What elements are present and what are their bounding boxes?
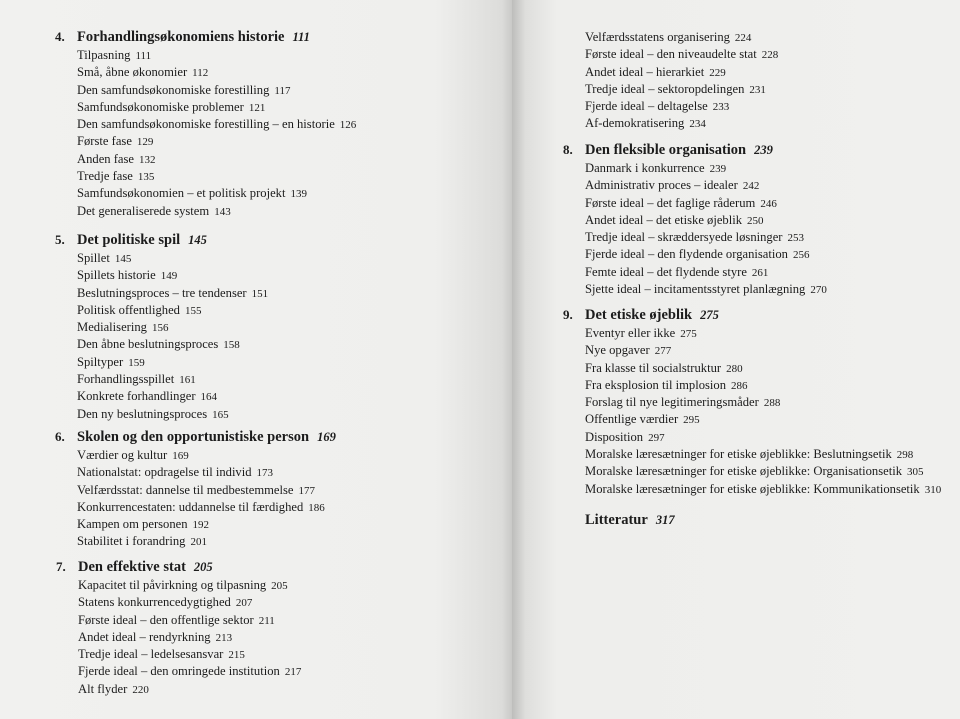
toc-entry (78, 629, 301, 646)
toc-entry (77, 447, 336, 464)
toc-entry-title: Tredje fase (77, 169, 133, 184)
toc-entry (78, 663, 301, 680)
chapter-number: 5. (55, 232, 65, 247)
toc-entry (77, 516, 336, 533)
toc-entry-title: Statens konkurrencedygtighed (78, 595, 231, 610)
chapter-page: 205 (193, 560, 213, 574)
toc-entry-page: 246 (760, 197, 777, 210)
toc-entry-title: Femte ideal – det flydende styre (585, 264, 747, 279)
toc-entry-page: 295 (683, 414, 700, 427)
toc-entry-title: Fjerde ideal – den flydende organisation (585, 247, 788, 262)
toc-entry-page: 242 (742, 180, 760, 193)
toc-entry-page: 288 (763, 397, 781, 410)
toc-entry-page: 111 (135, 50, 152, 62)
toc-entry-page: 286 (731, 379, 748, 392)
toc-entry (78, 646, 301, 663)
toc-entry-title: Fra eksplosion til implosion (585, 377, 726, 392)
toc-entry-title: Nationalstat: opdragelse til individ (77, 465, 252, 480)
toc-entry-page: 205 (271, 580, 288, 592)
toc-entry (77, 82, 356, 99)
toc-entry (77, 151, 356, 168)
toc-entry (77, 302, 268, 319)
toc-entry (78, 681, 301, 698)
toc-entry (77, 185, 356, 202)
toc-entry-page: 280 (726, 362, 743, 375)
chapter-number: 4. (55, 29, 65, 44)
toc-entry-title: Konkurrencestaten: uddannelse til færdighed (77, 499, 304, 514)
toc-entry-page: 275 (680, 328, 697, 340)
toc-entry-title: Danmark i konkurrence (585, 161, 705, 175)
toc-entry-page: 213 (215, 631, 233, 644)
toc-entry-page: 143 (214, 205, 231, 218)
toc-entry-title: Velfærdsstatens organisering (585, 30, 730, 44)
toc-entry-page: 215 (228, 649, 245, 662)
toc-entry-title: Tilpasning (77, 48, 131, 62)
toc-entry (77, 464, 336, 481)
chapter-number: 7. (56, 559, 66, 574)
toc-entry-title: Tredje ideal – ledelsesansvar (78, 647, 224, 662)
toc-entry-page: 211 (258, 614, 275, 627)
toc-entry-title: Medialisering (77, 320, 147, 335)
toc-entry (78, 577, 301, 594)
chapter-title: Den effektive stat (78, 559, 186, 575)
toc-entry-title: Kampen om personen (77, 517, 188, 532)
toc-entry-title: Af-demokratisering (585, 116, 685, 131)
toc-entry (585, 411, 941, 428)
toc-entry-page: 159 (128, 356, 145, 369)
toc-entry-page: 132 (139, 153, 156, 166)
chapter-number: 8. (563, 142, 573, 157)
toc-entry-page: 229 (709, 66, 726, 79)
toc-entry (77, 533, 336, 550)
toc-entry-page: 129 (136, 136, 154, 149)
chapter-page: 317 (655, 513, 675, 527)
toc-entry-page: 192 (192, 519, 210, 532)
toc-entry (585, 360, 941, 377)
toc-entry-title: Fjerde ideal – deltagelse (585, 99, 708, 114)
toc-entry-title: Forslag til nye legitimeringsmåder (585, 395, 759, 410)
chapter-number: 9. (563, 307, 573, 322)
toc-entry (585, 281, 827, 298)
toc-entry-page: 239 (709, 163, 727, 175)
toc-chapter (585, 510, 675, 530)
toc-entry-title: Værdier og kultur (77, 448, 168, 462)
toc-entry-title: Moralske læresætninger for etiske øjeblikke: Kommunikationsetik (585, 481, 920, 496)
toc-entry-page: 117 (274, 84, 291, 97)
toc-entry-title: Kapacitet til påvirkning og tilpasning (78, 578, 267, 592)
chapter-page: 169 (317, 430, 336, 444)
toc-entry-title: Fjerde ideal – den omringede institution (78, 664, 280, 679)
toc-entry-title: Første ideal – den offentlige sektor (78, 612, 254, 627)
toc-entry-page: 261 (751, 266, 769, 279)
toc-entry (585, 229, 827, 246)
chapter-number: 6. (55, 429, 65, 444)
toc-entry (585, 342, 941, 359)
toc-entry-page: 277 (654, 345, 672, 358)
toc-entry-page: 149 (160, 270, 178, 283)
toc-chapter (55, 230, 269, 423)
toc-entry-page: 207 (235, 597, 253, 610)
toc-chapter (56, 557, 302, 698)
chapter-entries (585, 325, 941, 498)
toc-entry-title: Andet ideal – det etiske øjeblik (585, 212, 743, 227)
toc-entry-title: Første ideal – den niveaudelte stat (585, 47, 757, 62)
toc-entry (585, 446, 941, 463)
toc-entry-page: 256 (792, 249, 810, 262)
toc-entry (77, 336, 268, 353)
chapter-heading (585, 510, 675, 530)
toc-entry (585, 394, 941, 411)
toc-entry-title: Forhandlingsspillet (77, 372, 175, 387)
toc-entry-title: Nye opgaver (585, 343, 650, 358)
toc-entry (77, 285, 268, 302)
toc-entry (77, 99, 356, 116)
chapter-heading (55, 27, 356, 47)
toc-entry (77, 371, 268, 388)
toc-entry-page: 145 (114, 253, 132, 265)
chapter-page: 145 (188, 233, 207, 247)
toc-entry (585, 246, 827, 263)
toc-entry-page: 233 (712, 101, 730, 114)
toc-entry-title: Eventyr eller ikke (585, 326, 676, 340)
chapter-title: Skolen og den opportunistiske person (77, 429, 310, 445)
toc-entry-page: 270 (810, 284, 827, 297)
toc-entry-title: Moralske læresætninger for etiske øjeblikke: Organisationsetik (585, 464, 902, 479)
toc-chapter (55, 27, 357, 220)
toc-entry (77, 116, 356, 133)
toc-entry (585, 212, 827, 229)
toc-entry (77, 406, 268, 423)
toc-entry-page: 297 (648, 431, 665, 444)
toc-entry-title: Disposition (585, 429, 644, 444)
chapter-entries (77, 250, 268, 423)
toc-entry-title: Samfundsøkonomien – et politisk projekt (77, 186, 286, 201)
toc-entry (77, 203, 356, 220)
toc-entry-title: Tredje ideal – sektoropdelingen (585, 81, 745, 96)
chapter-entries (77, 447, 336, 551)
toc-entry-title: Anden fase (77, 151, 134, 166)
toc-entry-title: Andet ideal – hierarkiet (585, 64, 705, 79)
toc-entry-title: Spillet (77, 251, 110, 265)
toc-entry (77, 319, 268, 336)
toc-chapter (55, 427, 336, 551)
toc-entry-title: Samfundsøkonomiske problemer (77, 99, 244, 114)
toc-entry (78, 612, 301, 629)
toc-entry-page: 220 (132, 683, 149, 696)
toc-entry (585, 98, 778, 115)
chapter-title: Det politiske spil (77, 232, 181, 248)
toc-entry (585, 264, 827, 281)
toc-entry (585, 46, 778, 63)
toc-entry-title: Velfærdsstat: dannelse til medbestemmelse (77, 482, 294, 497)
toc-entry-page: 126 (339, 119, 357, 132)
toc-entry (77, 482, 336, 499)
toc-entry-page: 234 (689, 118, 706, 131)
chapter-heading (55, 427, 336, 447)
toc-entry-page: 217 (284, 666, 302, 679)
toc-entry-title: Moralske læresætninger for etiske øjeblikke: Beslutningsetik (585, 447, 892, 462)
toc-entry (77, 354, 268, 371)
toc-entry (77, 64, 356, 81)
continued-entries (585, 29, 778, 133)
toc-entry-title: Offentlige værdier (585, 412, 679, 427)
toc-entry (77, 250, 268, 267)
toc-entry (585, 325, 941, 342)
toc-entry-page: 112 (192, 67, 209, 80)
chapter-page: 239 (754, 143, 773, 157)
toc-entry-title: Stabilitet i forandring (77, 534, 186, 549)
toc-entry-page: 231 (749, 83, 766, 96)
toc-entry-page: 151 (251, 287, 269, 300)
chapter-heading (563, 305, 941, 325)
toc-entry-page: 165 (212, 408, 229, 421)
toc-entry-page: 310 (924, 483, 942, 496)
toc-entry-title: Sjette ideal – incitamentsstyret planlægning (585, 282, 806, 297)
toc-entry-page: 155 (184, 304, 202, 317)
toc-entry-page: 139 (290, 188, 307, 201)
toc-entry-title: Den samfundsøkonomiske forestilling – en historie (77, 117, 335, 132)
toc-entry-title: Små, åbne økonomier (77, 65, 188, 80)
toc-entry-title: Administrativ proces – idealer (585, 178, 738, 193)
toc-entry-page: 186 (308, 501, 325, 514)
toc-entry-title: Andet ideal – rendyrkning (78, 629, 211, 644)
toc-entry-title: Spillets historie (77, 268, 156, 283)
toc-entry (585, 195, 827, 212)
toc-entry-title: Den ny beslutningsproces (77, 406, 208, 421)
toc-entry-page: 161 (179, 374, 196, 387)
chapter-title: Litteratur (585, 512, 648, 528)
toc-entry-page: 250 (747, 214, 764, 227)
toc-entry (585, 160, 827, 177)
toc-entry (77, 388, 268, 405)
toc-entry (585, 481, 941, 498)
toc-entry-title: Første fase (77, 134, 132, 149)
toc-entry (585, 429, 941, 446)
toc-entry (77, 47, 356, 64)
toc-entry (585, 64, 778, 81)
toc-entry-title: Spiltyper (77, 354, 124, 369)
toc-entry-page: 228 (761, 49, 779, 62)
toc-entry-page: 305 (907, 466, 924, 479)
toc-entry (78, 594, 301, 611)
chapter-title: Det etiske øjeblik (585, 307, 693, 323)
toc-entry-page: 177 (298, 484, 315, 497)
chapter-heading (55, 230, 268, 250)
toc-entry-title: Den åbne beslutningsproces (77, 337, 219, 352)
toc-entry-page: 164 (200, 391, 218, 404)
toc-entry-title: Fra klasse til socialstruktur (585, 360, 722, 375)
toc-entry-title: Konkrete forhandlinger (77, 389, 196, 404)
chapter-title: Forhandlingsøkonomiens historie (77, 29, 285, 45)
toc-entry-page: 135 (137, 171, 155, 184)
toc-entry-title: Tredje ideal – skræddersyede løsninger (585, 230, 783, 245)
toc-entry (585, 377, 941, 394)
chapter-entries (78, 577, 301, 698)
toc-entry-page: 298 (896, 449, 914, 462)
toc-entry (585, 177, 827, 194)
toc-entry-page: 121 (248, 101, 266, 114)
toc-entry-page: 201 (190, 536, 207, 549)
toc-entry-page: 156 (151, 322, 169, 335)
toc-entry-title: Første ideal – det faglige råderum (585, 195, 756, 210)
toc-entry (585, 115, 778, 132)
toc-entry (77, 168, 356, 185)
chapter-entries (77, 47, 356, 220)
toc-entry-title: Det generaliserede system (77, 203, 210, 218)
toc-chapter (563, 305, 942, 498)
chapter-heading (563, 140, 827, 160)
toc-entry (585, 463, 941, 480)
toc-entry-page: 253 (787, 232, 804, 245)
toc-entry-title: Den samfundsøkonomiske forestilling (77, 82, 270, 97)
toc-entry-page: 224 (734, 32, 752, 44)
toc-entry (77, 267, 268, 284)
toc-entry (585, 81, 778, 98)
chapter-page: 111 (292, 30, 310, 44)
chapter-heading (56, 557, 301, 577)
toc-entry-page: 173 (256, 467, 274, 480)
toc-entry-page: 158 (223, 339, 240, 352)
toc-entry (77, 133, 356, 150)
chapter-entries (585, 160, 827, 298)
toc-entry-title: Politisk offentlighed (77, 302, 180, 317)
toc-entry (585, 29, 778, 46)
toc-entry-title: Alt flyder (78, 681, 128, 696)
chapter-title: Den fleksible organisation (585, 142, 747, 158)
toc-entry-title: Beslutningsproces – tre tendenser (77, 285, 247, 300)
toc-entry (77, 499, 336, 516)
toc-entry-page: 169 (172, 450, 189, 462)
toc-chapter (563, 140, 827, 298)
chapter-page: 275 (700, 308, 719, 322)
